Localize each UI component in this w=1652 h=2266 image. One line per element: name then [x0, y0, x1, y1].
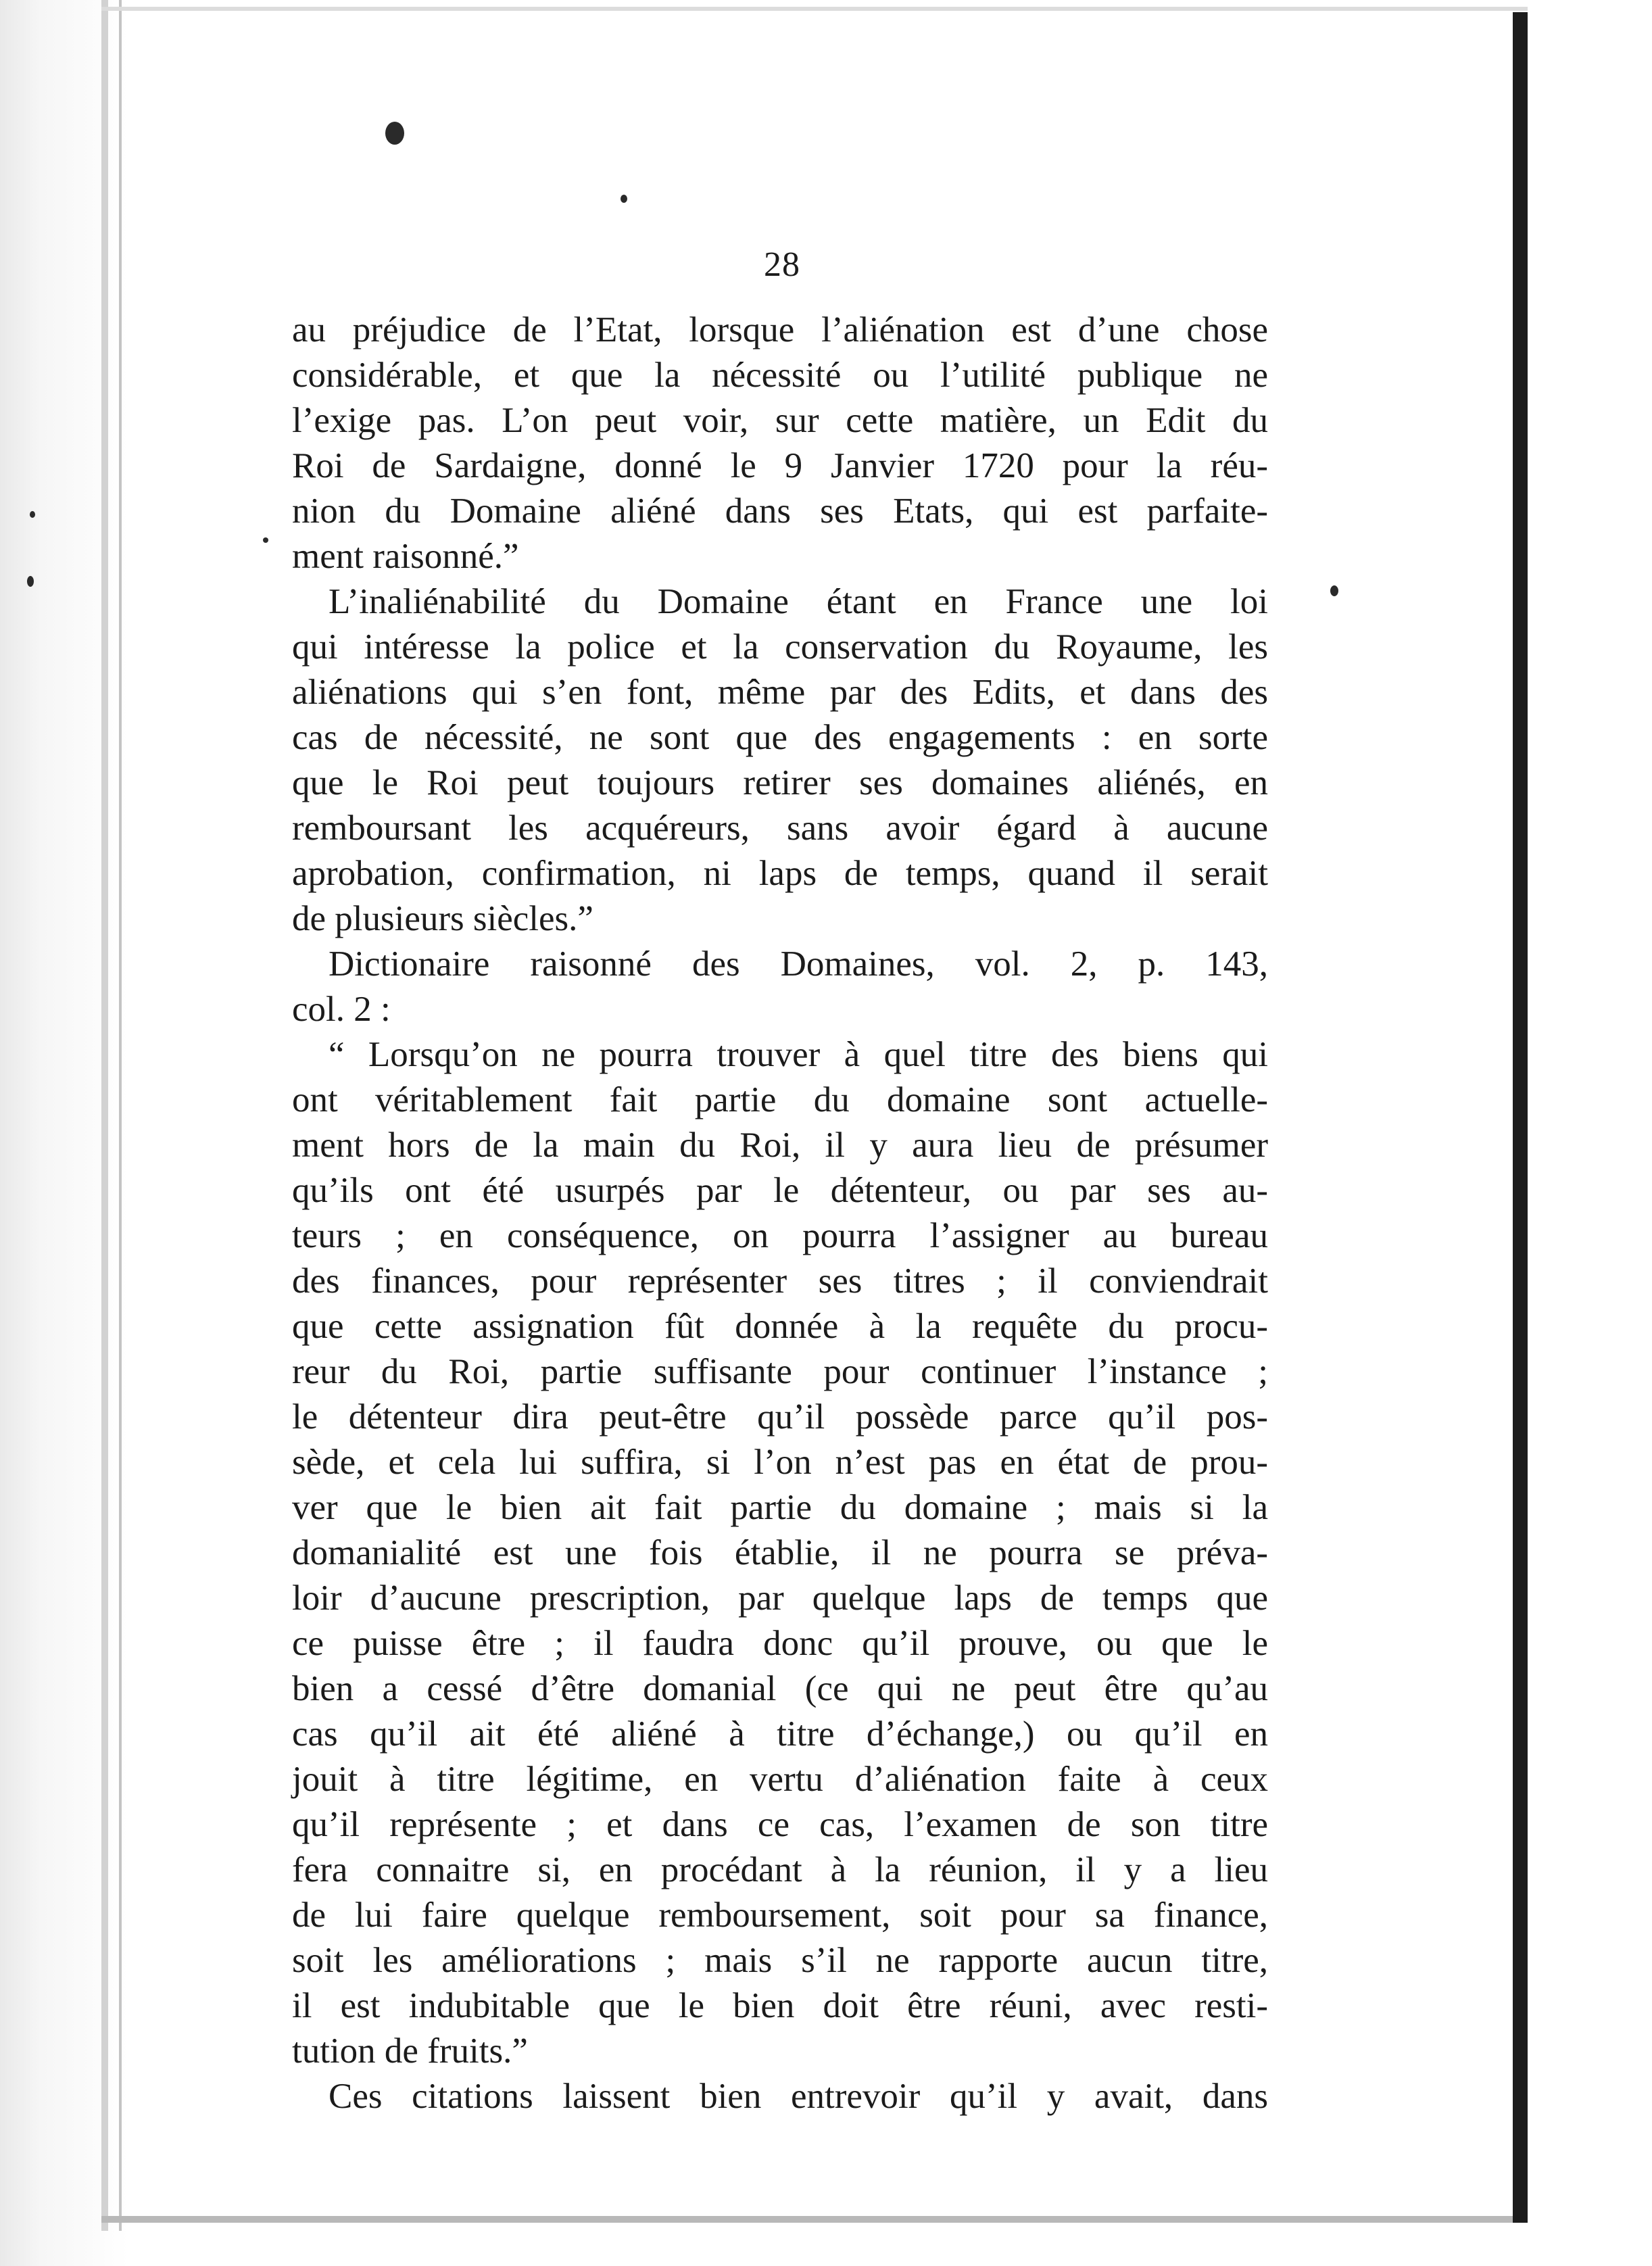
text-line: reur du Roi, partie suffisante pour continuer l’instance ; [292, 1352, 1268, 1391]
text-line: ment hors de la main du Roi, il y aura lieu de présumer [292, 1126, 1268, 1165]
text-line: qu’il représente ; et dans ce cas, l’examen de son titre [292, 1805, 1268, 1844]
text-line: cas de nécessité, ne sont que des engagements : en sorte [292, 718, 1268, 757]
text-line: soit les améliorations ; mais s’il ne rapporte aucun titre, [292, 1941, 1268, 1980]
text-line: loir d’aucune prescription, par quelque laps de temps que [292, 1578, 1268, 1618]
text-line: ce puisse être ; il faudra donc qu’il prouve, ou que le [292, 1624, 1268, 1663]
scan-right-blank-margin [1528, 0, 1652, 2266]
text-line: des finances, pour représenter ses titres ; il conviendrait [292, 1261, 1268, 1301]
text-line: au préjudice de l’Etat, lorsque l’aliénation est d’une chose [292, 310, 1268, 349]
text-line: “ Lorsqu’on ne pourra trouver à quel titre des biens qui [329, 1035, 1268, 1074]
scan-speck [30, 511, 35, 518]
text-line: ver que le bien ait fait partie du domaine ; mais si la [292, 1488, 1268, 1527]
text-line: domanialité est une fois établie, il ne pourra se préva- [292, 1533, 1268, 1572]
text-line: tution de fruits.” [292, 2031, 528, 2071]
text-line: Ces citations laissent bien entrevoir qu’il y avait, dans [329, 2077, 1268, 2116]
text-line: qu’ils ont été usurpés par le détenteur, ou par ses au- [292, 1171, 1268, 1210]
scan-gutter-line [101, 0, 108, 2231]
text-line: que cette assignation fût donnée à la requête du procu- [292, 1307, 1268, 1346]
text-line: de lui faire quelque remboursement, soit pour sa finance, [292, 1896, 1268, 1935]
scan-speck [263, 537, 268, 543]
scan-speck [27, 576, 34, 587]
text-line: sède, et cela lui suffira, si l’on n’est pas en état de prou- [292, 1443, 1268, 1482]
text-line: bien a cessé d’être domanial (ce qui ne peut être qu’au [292, 1669, 1268, 1708]
scan-left-margin-shade [0, 0, 128, 2266]
scan-speck [621, 195, 627, 203]
text-line: jouit à titre légitime, en vertu d’aliénation faite à ceux [292, 1760, 1268, 1799]
text-line: de plusieurs siècles.” [292, 899, 593, 938]
text-line: Roi de Sardaigne, donné le 9 Janvier 1720 pour la réu- [292, 446, 1268, 485]
scan-speck [385, 122, 404, 145]
text-line: fera connaitre si, en procédant à la réunion, il y a lieu [292, 1850, 1268, 1889]
scan-right-edge-rule [1513, 12, 1528, 2223]
text-line: remboursant les acquéreurs, sans avoir égard à aucune [292, 809, 1268, 848]
text-line: nion du Domaine aliéné dans ses Etats, qui est parfaite- [292, 491, 1268, 531]
text-line: cas qu’il ait été aliéné à titre d’échange,) ou qu’il en [292, 1714, 1268, 1754]
text-line: Dictionaire raisonné des Domaines, vol. 2, p. 143, [329, 944, 1268, 984]
text-line: aliénations qui s’en font, même par des Edits, et dans des [292, 673, 1268, 712]
text-line: qui intéresse la police et la conservation du Royaume, les [292, 627, 1268, 667]
text-line: teurs ; en conséquence, on pourra l’assigner au bureau [292, 1216, 1268, 1255]
text-line: considérable, et que la nécessité ou l’utilité publique ne [292, 356, 1268, 395]
text-line: ment raisonné.” [292, 537, 519, 576]
text-line: le détenteur dira peut-être qu’il possède parce qu’il pos- [292, 1397, 1268, 1437]
text-line: aprobation, confirmation, ni laps de temps, quand il serait [292, 854, 1268, 893]
text-line: l’exige pas. L’on peut voir, sur cette matière, un Edit du [292, 401, 1268, 440]
body-text [292, 308, 1268, 2119]
text-line: que le Roi peut toujours retirer ses domaines aliénés, en [292, 763, 1268, 802]
scan-bottom-edge [101, 2216, 1528, 2223]
scan-gutter-line-inner [119, 0, 122, 2231]
text-line: ont véritablement fait partie du domaine sont actuelle- [292, 1080, 1268, 1119]
scan-speck [1330, 585, 1338, 596]
text-line: col. 2 : [292, 990, 391, 1029]
text-line: il est indubitable que le bien doit être réuni, avec resti- [292, 1986, 1268, 2025]
text-line: L’inaliénabilité du Domaine étant en France une loi [329, 582, 1268, 621]
scan-top-edge [101, 7, 1528, 11]
page-number: 28 [764, 245, 800, 284]
